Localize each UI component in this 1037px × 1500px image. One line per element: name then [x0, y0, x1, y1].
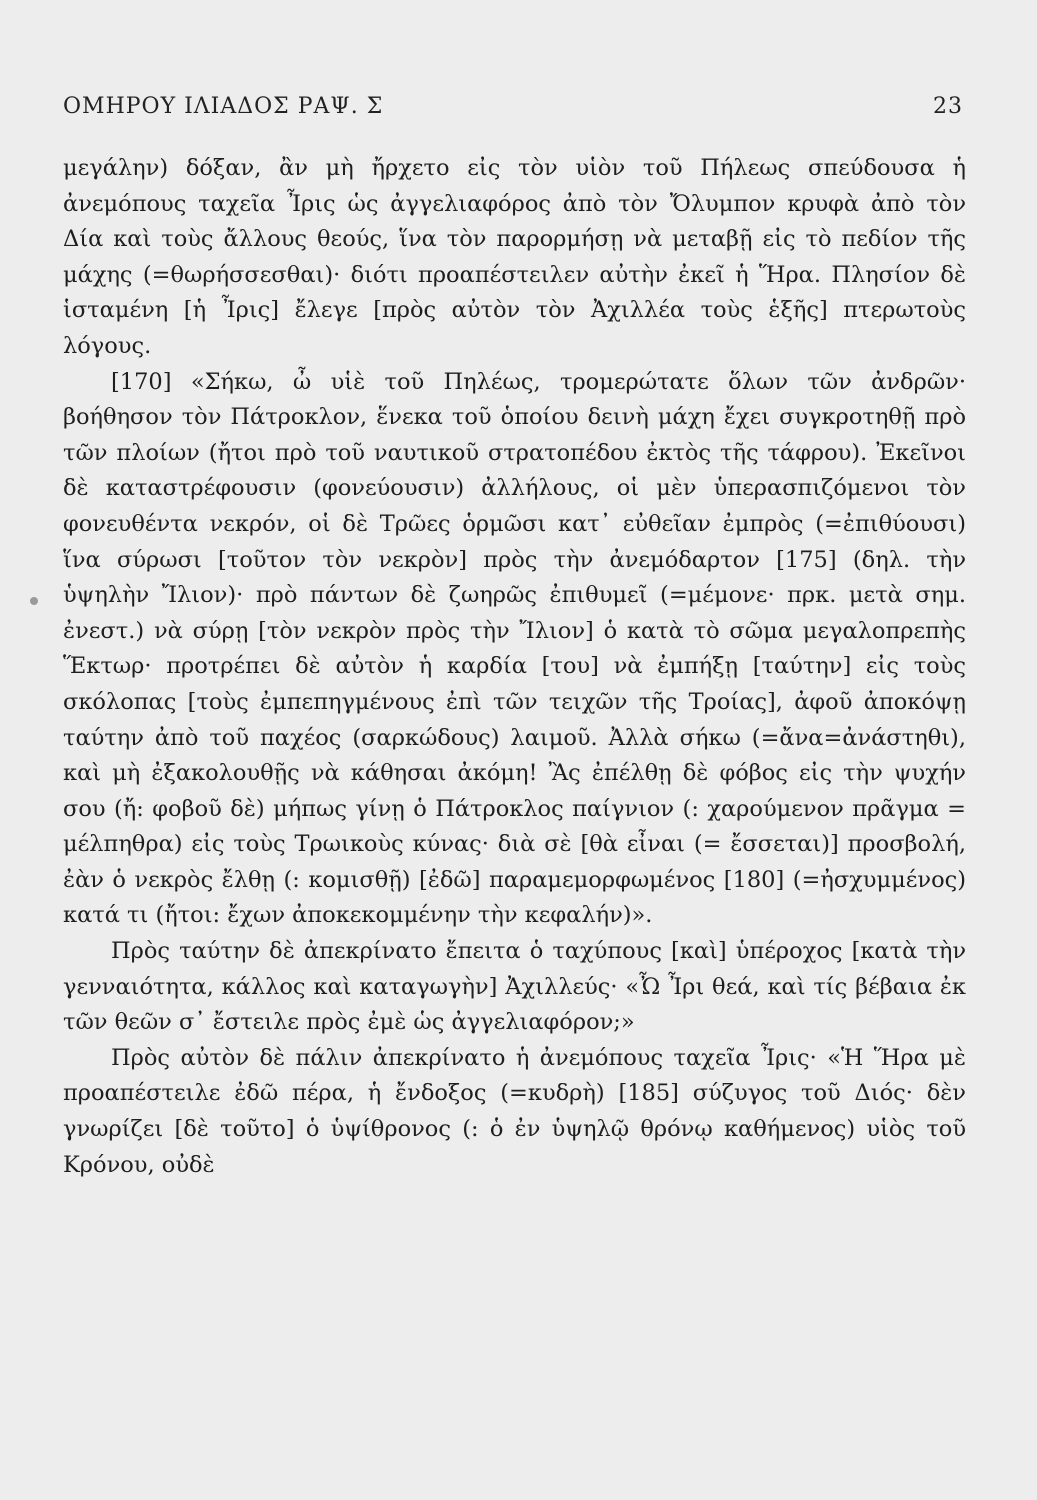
page-number: 23 [933, 94, 963, 119]
paragraph: μεγάλην) δόξαν, ἂν μὴ ἤρχετο εἰς τὸν υἱὸν τοῦ Πήλεως σπεύδουσα ἡ ἀνεμόπους ταχεῖα Ἶρις ὡς ἀγγελιαφόρος ἀπὸ τὸν Ὄλυμπον κρυφὰ ἀπὸ τὸν Δία καὶ τοὺς ἄλλους θεούς, ἵνα τὸν παρορμήσῃ νὰ μεταβῇ εἰς τὸ πεδίον τῆς μάχης (=θωρήσσεσθαι)· διότι προαπέστειλεν αὐτὴν ἐκεῖ ἡ Ἥρα. Πλησίον δὲ ἱσταμένη [ἡ Ἶρις] ἔλεγε [πρὸς αὐτὸν τὸν Ἀχιλλέα τοὺς ἑξῆς] πτερωτοὺς λόγους. [63, 155, 966, 359]
body-text [63, 151, 966, 1183]
running-head [63, 94, 963, 126]
paragraph: [170] «Σήκω, ὦ υἱὲ τοῦ Πηλέως, τρομερώτατε ὅλων τῶν ἀνδρῶν· βοήθησον τὸν Πάτροκλον, ἕνεκα τοῦ ὁποίου δεινὴ μάχη ἔχει συγκροτηθῇ πρὸ τῶν πλοίων (ἤτοι πρὸ τοῦ ναυτικοῦ στρατοπέδου ἐκτὸς τῆς τάφρου). Ἐκεῖνοι δὲ καταστρέφουσιν (φονεύουσιν) ἀλλήλους, οἱ μὲν ὑπερασπιζόμενοι τὸν φονευθέντα νεκρόν, οἱ δὲ Τρῶες ὁρμῶσι κατ᾽ εὐθεῖαν ἐμπρὸς (=ἐπιθύουσι) ἵνα σύρωσι [τοῦτον τὸν νεκρὸν] πρὸς τὴν ἀνεμόδαρτον [175] (δηλ. τὴν ὑψηλὴν Ἴλιον)· πρὸ πάντων δὲ ζωηρῶς ἐπιθυμεῖ (=μέμονε· πρκ. μετὰ σημ. ἐνεστ.) νὰ σύρῃ [τὸν νεκρὸν πρὸς τὴν Ἴλιον] ὁ κατὰ τὸ σῶμα μεγαλοπρεπὴς Ἕκτωρ· προτρέπει δὲ αὐτὸν ἡ καρδία [του] νὰ ἐμπήξῃ [ταύτην] εἰς τοὺς σκόλοπας [τοὺς ἐμπεπηγμένους ἐπὶ τῶν τειχῶν τῆς Τροίας], ἀφοῦ ἀποκόψῃ ταύτην ἀπὸ τοῦ παχέος (σαρκώδους) λαιμοῦ. Ἀλλὰ σήκω (=ἄνα=ἀνάστηθι), καὶ μὴ ἐξακολουθῇς νὰ κάθησαι ἀκόμη! Ἂς ἐπέλθῃ δὲ φόβος εἰς τὴν ψυχήν σου (ἤ: φοβοῦ δὲ) μήπως γίνῃ ὁ Πάτροκλος παίγνιον (: χαρούμενον πρᾶγμα = μέλπηθρα) εἰς τοὺς Τρωικοὺς κύνας· διὰ σὲ [θὰ εἶναι (= ἔσσεται)] προσβολή, ἐὰν ὁ νεκρὸς ἔλθῃ (: κομισθῇ) [ἐδῶ] παραμεμορφωμένος [180] (=ἠσχυμμένος) κατά τι (ἤτοι: ἔχων ἀποκεκομμένην τὴν κεφαλήν)». [63, 368, 966, 929]
running-title: ΟΜΗΡΟΥ ΙΛΙΑΔΟΣ ΡΑΨ. Σ [63, 94, 384, 119]
paragraph: Πρὸς ταύτην δὲ ἀπεκρίνατο ἔπειτα ὁ ταχύπους [καὶ] ὑπέροχος [κατὰ τὴν γενναιότητα, κάλλος καὶ καταγωγὴν] Ἀχιλλεύς· «Ὦ Ἶρι θεά, καὶ τίς βέβαια ἐκ τῶν θεῶν σ᾽ ἔστειλε πρὸς ἐμὲ ὡς ἀγγελιαφόρον;» [63, 938, 966, 1036]
paragraph: Πρὸς αὐτὸν δὲ πάλιν ἀπεκρίνατο ἡ ἀνεμόπους ταχεῖα Ἶρις· «Ἡ Ἥρα μὲ προαπέστειλε ἐδῶ πέρα, ἡ ἔνδοξος (=κυδρὴ) [185] σύζυγος τοῦ Διός· δὲν γνωρίζει [δὲ τοῦτο] ὁ ὑψίθρονος (: ὁ ἐν ὑψηλῷ θρόνῳ καθήμενος) υἱὸς τοῦ Κρόνου, οὐδὲ [63, 1044, 966, 1178]
margin-dot [30, 597, 38, 605]
